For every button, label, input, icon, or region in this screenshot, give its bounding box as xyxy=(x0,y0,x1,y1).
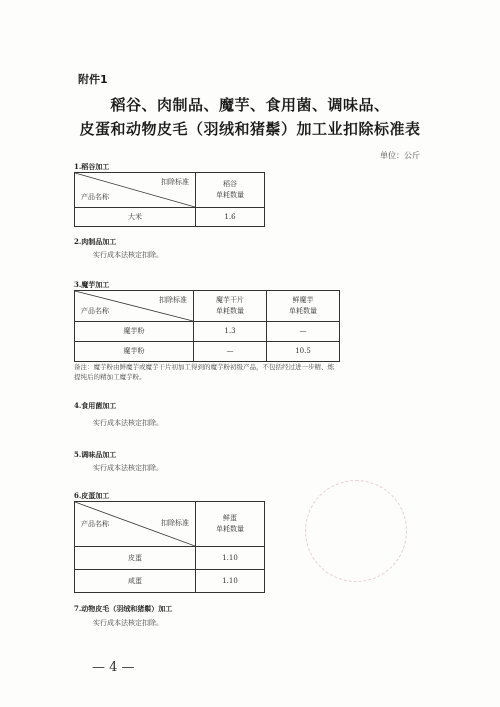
section-heading-meat: 2.肉制品加工 xyxy=(74,237,117,246)
unit-label: 单位：公斤 xyxy=(380,151,420,160)
egg-row2-name: 咸蛋 xyxy=(75,570,196,593)
rice-table xyxy=(74,172,265,227)
page-title-line1: 稻谷、肉制品、魔芋、食用菌、调味品、 xyxy=(110,96,390,114)
konjac-row1-v1: 1.3 xyxy=(194,322,267,342)
rice-row-value: 1.6 xyxy=(196,208,265,227)
page-title-line2: 皮蛋和动物皮毛（羽绒和猪鬃）加工业扣除标准表 xyxy=(79,120,421,138)
egg-row2-value: 1.10 xyxy=(196,570,265,593)
egg-col-header: 鲜蛋 单耗数量 xyxy=(196,502,265,547)
konjac-row2-v1: — xyxy=(194,342,267,362)
konjac-row1-name: 魔芋粉 xyxy=(75,322,194,342)
section-heading-seasoning: 5.调味品加工 xyxy=(74,450,117,459)
fungi-note: 实行成本法核定扣除。 xyxy=(93,419,163,427)
section-heading-konjac: 3.魔芋加工 xyxy=(74,280,110,289)
egg-row1-name: 皮蛋 xyxy=(75,547,196,570)
konjac-row2-name: 魔芋粉 xyxy=(75,342,194,362)
rice-row-name: 大米 xyxy=(75,208,196,227)
section-heading-animal-fur: 7.动物皮毛（羽绒和猪鬃）加工 xyxy=(74,604,173,613)
konjac-col2-header: 鲜魔芋 单耗数量 xyxy=(267,291,340,322)
konjac-header-standard: 扣除标准 xyxy=(159,296,187,304)
page-number: — 4 — xyxy=(92,660,135,675)
konjac-diag-header xyxy=(75,291,194,322)
rice-col-header: 稻谷 单耗数量 xyxy=(196,173,265,208)
egg-table xyxy=(74,501,265,593)
section-heading-fungi: 4.食用菌加工 xyxy=(74,401,117,410)
konjac-remark: 备注：魔芋粉由鲜魔芋或魔芋干片初加工得到的魔芋粉初级产品，不包括经过进一步精、炼提纯后的精加工魔芋粉。 xyxy=(74,363,334,381)
seal-stamp xyxy=(305,480,407,582)
seasoning-note: 实行成本法核定扣除。 xyxy=(93,464,163,472)
egg-row1-value: 1.10 xyxy=(196,547,265,570)
rice-header-product: 产品名称 xyxy=(81,193,109,201)
egg-diag-header xyxy=(75,502,196,547)
section-heading-preserved-egg: 6.皮蛋加工 xyxy=(74,491,110,500)
konjac-col1-header: 魔芋干片 单耗数量 xyxy=(194,291,267,322)
egg-header-standard: 扣除标准 xyxy=(161,519,189,527)
konjac-row1-v2: — xyxy=(267,322,340,342)
rice-header-standard: 扣除标准 xyxy=(161,178,189,186)
section-heading-rice: 1.稻谷加工 xyxy=(74,162,110,171)
annex-label: 附件1 xyxy=(78,73,108,86)
konjac-header-product: 产品名称 xyxy=(81,307,109,315)
animal-fur-note: 实行成本法核定扣除。 xyxy=(93,619,163,627)
rice-diag-header xyxy=(75,173,196,208)
meat-note: 实行成本法核定扣除。 xyxy=(93,251,163,259)
egg-header-product: 产品名称 xyxy=(81,520,109,528)
konjac-table xyxy=(74,290,340,362)
konjac-row2-v2: 10.5 xyxy=(267,342,340,362)
